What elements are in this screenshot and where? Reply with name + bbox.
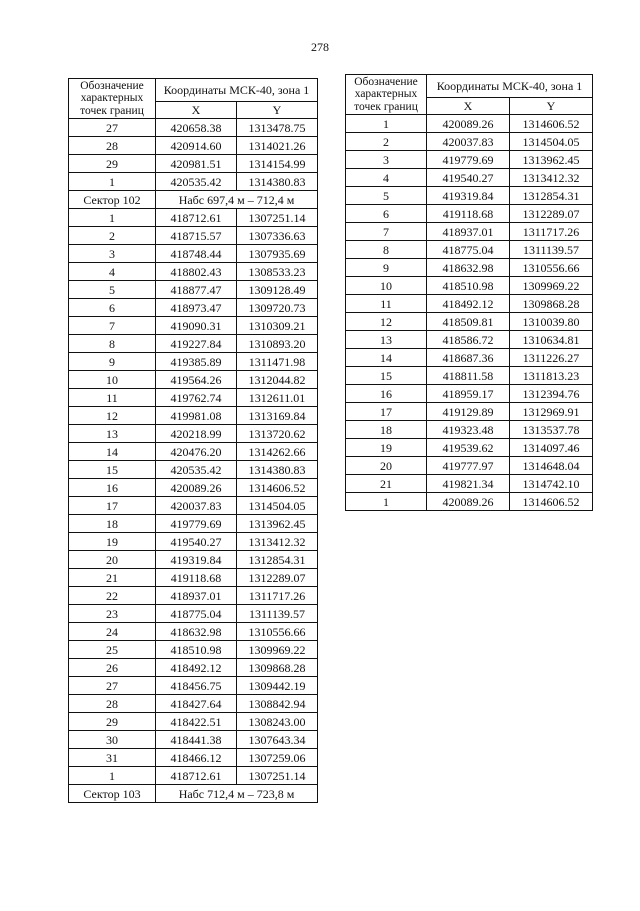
point-number: 20 xyxy=(346,457,427,475)
table-row xyxy=(69,425,318,443)
header-x: X xyxy=(156,102,237,119)
table-row xyxy=(346,385,593,403)
header-point-designation: Обозначение характерных точек границ xyxy=(346,75,427,115)
table-row xyxy=(346,367,593,385)
table-row xyxy=(69,767,318,785)
table-row xyxy=(69,461,318,479)
sector-label: Сектор 103 xyxy=(69,785,156,803)
point-number: 17 xyxy=(69,497,156,515)
table-row xyxy=(69,155,318,173)
table-row xyxy=(69,497,318,515)
table-row xyxy=(346,205,593,223)
table-row xyxy=(346,151,593,169)
coordinate-y: 1307259.06 xyxy=(237,749,318,767)
coordinate-y: 1310556.66 xyxy=(237,623,318,641)
point-number: 21 xyxy=(346,475,427,493)
coordinate-x: 419118.68 xyxy=(156,569,237,587)
point-number: 12 xyxy=(346,313,427,331)
table-row xyxy=(69,551,318,569)
coordinate-y: 1312611.01 xyxy=(237,389,318,407)
coordinate-x: 420037.83 xyxy=(427,133,510,151)
coordinate-y: 1314504.05 xyxy=(237,497,318,515)
point-number: 1 xyxy=(69,209,156,227)
coordinate-x: 418632.98 xyxy=(427,259,510,277)
coordinate-x: 420535.42 xyxy=(156,173,237,191)
coordinate-y: 1310556.66 xyxy=(510,259,593,277)
table-row xyxy=(69,227,318,245)
header-y: Y xyxy=(510,98,593,115)
coordinate-y: 1313412.32 xyxy=(237,533,318,551)
point-number: 6 xyxy=(346,205,427,223)
coordinate-x: 419821.34 xyxy=(427,475,510,493)
coordinate-y: 1307935.69 xyxy=(237,245,318,263)
point-number: 2 xyxy=(346,133,427,151)
sector-height-range: Набс 697,4 м – 712,4 м xyxy=(156,191,318,209)
table-row xyxy=(69,245,318,263)
coordinate-x: 419090.31 xyxy=(156,317,237,335)
coordinate-y: 1310309.21 xyxy=(237,317,318,335)
coordinate-x: 419323.48 xyxy=(427,421,510,439)
point-number: 15 xyxy=(346,367,427,385)
coordinate-x: 418510.98 xyxy=(427,277,510,295)
point-number: 29 xyxy=(69,713,156,731)
table-row xyxy=(69,677,318,695)
table-row xyxy=(69,713,318,731)
coordinate-y: 1313720.62 xyxy=(237,425,318,443)
point-number: 7 xyxy=(346,223,427,241)
point-number: 28 xyxy=(69,695,156,713)
coordinate-y: 1312289.07 xyxy=(237,569,318,587)
coordinate-y: 1314504.05 xyxy=(510,133,593,151)
coordinate-y: 1314097.46 xyxy=(510,439,593,457)
sector-row xyxy=(69,191,318,209)
table-row xyxy=(69,443,318,461)
coordinate-y: 1314742.10 xyxy=(510,475,593,493)
coordinate-x: 419762.74 xyxy=(156,389,237,407)
sector-height-range: Набс 712,4 м – 723,8 м xyxy=(156,785,318,803)
header-y: Y xyxy=(237,102,318,119)
point-number: 26 xyxy=(69,659,156,677)
coordinate-y: 1311717.26 xyxy=(237,587,318,605)
point-number: 1 xyxy=(69,767,156,785)
coordinate-y: 1314380.83 xyxy=(237,461,318,479)
point-number: 16 xyxy=(346,385,427,403)
coordinate-x: 419539.62 xyxy=(427,439,510,457)
point-number: 20 xyxy=(69,551,156,569)
coordinate-y: 1311139.57 xyxy=(510,241,593,259)
sector-row xyxy=(69,785,318,803)
table-row xyxy=(346,277,593,295)
coordinate-x: 419227.84 xyxy=(156,335,237,353)
coordinate-y: 1308243.00 xyxy=(237,713,318,731)
coordinate-x: 418973.47 xyxy=(156,299,237,317)
point-number: 8 xyxy=(346,241,427,259)
point-number: 9 xyxy=(69,353,156,371)
header-point-designation: Обозначение характерных точек границ xyxy=(69,79,156,119)
coordinate-y: 1312044.82 xyxy=(237,371,318,389)
sector-label: Сектор 102 xyxy=(69,191,156,209)
point-number: 14 xyxy=(346,349,427,367)
point-number: 12 xyxy=(69,407,156,425)
point-number: 16 xyxy=(69,479,156,497)
table-row xyxy=(69,137,318,155)
point-number: 13 xyxy=(346,331,427,349)
coordinate-y: 1314262.66 xyxy=(237,443,318,461)
coordinate-x: 418877.47 xyxy=(156,281,237,299)
coordinate-x: 420089.26 xyxy=(427,493,510,511)
coordinate-y: 1313478.75 xyxy=(237,119,318,137)
table-row xyxy=(346,421,593,439)
coordinate-x: 418748.44 xyxy=(156,245,237,263)
coordinate-y: 1309128.49 xyxy=(237,281,318,299)
table-row xyxy=(346,241,593,259)
coordinate-x: 418510.98 xyxy=(156,641,237,659)
point-number: 30 xyxy=(69,731,156,749)
table-row xyxy=(69,263,318,281)
point-number: 29 xyxy=(69,155,156,173)
coordinate-y: 1313962.45 xyxy=(510,151,593,169)
coordinate-y: 1312969.91 xyxy=(510,403,593,421)
coordinate-y: 1312394.76 xyxy=(510,385,593,403)
coordinate-y: 1310039.80 xyxy=(510,313,593,331)
coordinate-x: 420089.26 xyxy=(156,479,237,497)
coordinate-y: 1312854.31 xyxy=(237,551,318,569)
point-number: 28 xyxy=(69,137,156,155)
coordinate-x: 418422.51 xyxy=(156,713,237,731)
point-number: 27 xyxy=(69,677,156,695)
table-row xyxy=(346,493,593,511)
point-number: 1 xyxy=(346,115,427,133)
point-number: 3 xyxy=(69,245,156,263)
table-row xyxy=(346,259,593,277)
point-number: 4 xyxy=(346,169,427,187)
point-number: 11 xyxy=(69,389,156,407)
point-number: 5 xyxy=(69,281,156,299)
page-number: 278 xyxy=(311,40,329,54)
table-row xyxy=(69,641,318,659)
point-number: 2 xyxy=(69,227,156,245)
table-row xyxy=(69,533,318,551)
coordinate-x: 418937.01 xyxy=(427,223,510,241)
header-coordinate-system: Координаты МСК-40, зона 1 xyxy=(427,75,593,98)
coordinate-y: 1314021.26 xyxy=(237,137,318,155)
coordinate-y: 1309720.73 xyxy=(237,299,318,317)
coordinate-x: 420914.60 xyxy=(156,137,237,155)
table-row xyxy=(346,439,593,457)
coordinate-x: 419779.69 xyxy=(156,515,237,533)
table-row xyxy=(69,407,318,425)
point-number: 9 xyxy=(346,259,427,277)
coordinate-x: 420658.38 xyxy=(156,119,237,137)
coordinate-y: 1313537.78 xyxy=(510,421,593,439)
coordinate-x: 419540.27 xyxy=(156,533,237,551)
coordinate-y: 1314380.83 xyxy=(237,173,318,191)
point-number: 10 xyxy=(69,371,156,389)
point-number: 23 xyxy=(69,605,156,623)
coordinates-table-left xyxy=(68,78,318,803)
point-number: 10 xyxy=(346,277,427,295)
coordinate-x: 419129.89 xyxy=(427,403,510,421)
coordinate-y: 1309969.22 xyxy=(510,277,593,295)
coordinate-y: 1313412.32 xyxy=(510,169,593,187)
coordinate-x: 419981.08 xyxy=(156,407,237,425)
table-body-left xyxy=(69,119,318,803)
point-number: 14 xyxy=(69,443,156,461)
coordinate-x: 418712.61 xyxy=(156,209,237,227)
table-row xyxy=(69,587,318,605)
coordinate-x: 418509.81 xyxy=(427,313,510,331)
table-row xyxy=(346,313,593,331)
table-row xyxy=(346,223,593,241)
table-row xyxy=(346,133,593,151)
coordinate-y: 1307251.14 xyxy=(237,209,318,227)
coordinate-y: 1307336.63 xyxy=(237,227,318,245)
coordinate-x: 418775.04 xyxy=(427,241,510,259)
table-row xyxy=(69,623,318,641)
table-row xyxy=(346,295,593,313)
coordinate-y: 1312854.31 xyxy=(510,187,593,205)
header-x: X xyxy=(427,98,510,115)
coordinate-x: 419118.68 xyxy=(427,205,510,223)
coordinate-y: 1311139.57 xyxy=(237,605,318,623)
coordinate-x: 418632.98 xyxy=(156,623,237,641)
coordinate-x: 418492.12 xyxy=(156,659,237,677)
coordinate-x: 420037.83 xyxy=(156,497,237,515)
table-row xyxy=(69,119,318,137)
point-number: 25 xyxy=(69,641,156,659)
coordinate-x: 419540.27 xyxy=(427,169,510,187)
coordinate-y: 1312289.07 xyxy=(510,205,593,223)
table-row xyxy=(346,169,593,187)
coordinate-y: 1314154.99 xyxy=(237,155,318,173)
table-row xyxy=(69,371,318,389)
point-number: 31 xyxy=(69,749,156,767)
coordinate-x: 418492.12 xyxy=(427,295,510,313)
point-number: 15 xyxy=(69,461,156,479)
point-number: 3 xyxy=(346,151,427,169)
table-row xyxy=(69,605,318,623)
table-row xyxy=(69,659,318,677)
table-row xyxy=(69,209,318,227)
table-row xyxy=(69,731,318,749)
coordinate-y: 1309868.28 xyxy=(510,295,593,313)
coordinate-x: 419319.84 xyxy=(427,187,510,205)
point-number: 22 xyxy=(69,587,156,605)
coordinate-x: 420089.26 xyxy=(427,115,510,133)
table-row xyxy=(69,569,318,587)
point-number: 8 xyxy=(69,335,156,353)
coordinate-y: 1309969.22 xyxy=(237,641,318,659)
coordinate-y: 1307643.34 xyxy=(237,731,318,749)
table-row xyxy=(69,479,318,497)
coordinate-x: 418775.04 xyxy=(156,605,237,623)
coordinate-y: 1314606.52 xyxy=(237,479,318,497)
table-row xyxy=(346,331,593,349)
coordinate-y: 1311226.27 xyxy=(510,349,593,367)
table-body-right xyxy=(346,115,593,511)
table-row xyxy=(69,173,318,191)
point-number: 6 xyxy=(69,299,156,317)
coordinate-y: 1308842.94 xyxy=(237,695,318,713)
point-number: 18 xyxy=(346,421,427,439)
point-number: 19 xyxy=(346,439,427,457)
coordinate-y: 1309442.19 xyxy=(237,677,318,695)
coordinate-x: 418811.58 xyxy=(427,367,510,385)
table-row xyxy=(69,515,318,533)
coordinate-x: 418456.75 xyxy=(156,677,237,695)
table-row xyxy=(346,457,593,475)
point-number: 24 xyxy=(69,623,156,641)
point-number: 11 xyxy=(346,295,427,313)
point-number: 17 xyxy=(346,403,427,421)
table-row xyxy=(346,403,593,421)
table-row xyxy=(69,389,318,407)
coordinate-x: 418586.72 xyxy=(427,331,510,349)
table-row xyxy=(69,299,318,317)
coordinate-x: 420476.20 xyxy=(156,443,237,461)
point-number: 18 xyxy=(69,515,156,533)
table-row xyxy=(69,281,318,299)
coordinate-y: 1309868.28 xyxy=(237,659,318,677)
table-row xyxy=(69,317,318,335)
coordinate-x: 419777.97 xyxy=(427,457,510,475)
coordinate-x: 418802.43 xyxy=(156,263,237,281)
coordinate-x: 418441.38 xyxy=(156,731,237,749)
coordinate-x: 418959.17 xyxy=(427,385,510,403)
table-row xyxy=(69,749,318,767)
table-row xyxy=(346,187,593,205)
table-row xyxy=(69,695,318,713)
point-number: 21 xyxy=(69,569,156,587)
coordinate-x: 418712.61 xyxy=(156,767,237,785)
table-row xyxy=(346,475,593,493)
table-row xyxy=(69,353,318,371)
coordinate-y: 1314648.04 xyxy=(510,457,593,475)
coordinate-y: 1313169.84 xyxy=(237,407,318,425)
point-number: 1 xyxy=(346,493,427,511)
coordinate-y: 1310893.20 xyxy=(237,335,318,353)
coordinate-x: 418937.01 xyxy=(156,587,237,605)
coordinate-x: 418715.57 xyxy=(156,227,237,245)
coordinate-x: 420981.51 xyxy=(156,155,237,173)
coordinate-y: 1314606.52 xyxy=(510,115,593,133)
point-number: 27 xyxy=(69,119,156,137)
table-row xyxy=(69,335,318,353)
coordinate-x: 418466.12 xyxy=(156,749,237,767)
coordinate-x: 418687.36 xyxy=(427,349,510,367)
point-number: 5 xyxy=(346,187,427,205)
coordinate-y: 1314606.52 xyxy=(510,493,593,511)
coordinate-x: 419319.84 xyxy=(156,551,237,569)
point-number: 13 xyxy=(69,425,156,443)
coordinate-y: 1311471.98 xyxy=(237,353,318,371)
coordinate-y: 1307251.14 xyxy=(237,767,318,785)
header-coordinate-system: Координаты МСК-40, зона 1 xyxy=(156,79,318,102)
coordinate-y: 1311813.23 xyxy=(510,367,593,385)
point-number: 7 xyxy=(69,317,156,335)
table-row xyxy=(346,115,593,133)
coordinate-y: 1313962.45 xyxy=(237,515,318,533)
coordinate-y: 1308533.23 xyxy=(237,263,318,281)
coordinate-x: 418427.64 xyxy=(156,695,237,713)
point-number: 1 xyxy=(69,173,156,191)
coordinates-table-right xyxy=(345,74,593,511)
coordinate-x: 419385.89 xyxy=(156,353,237,371)
coordinate-x: 420535.42 xyxy=(156,461,237,479)
coordinate-y: 1310634.81 xyxy=(510,331,593,349)
coordinate-x: 420218.99 xyxy=(156,425,237,443)
point-number: 19 xyxy=(69,533,156,551)
coordinate-x: 419779.69 xyxy=(427,151,510,169)
table-row xyxy=(346,349,593,367)
coordinate-x: 419564.26 xyxy=(156,371,237,389)
coordinate-y: 1311717.26 xyxy=(510,223,593,241)
point-number: 4 xyxy=(69,263,156,281)
